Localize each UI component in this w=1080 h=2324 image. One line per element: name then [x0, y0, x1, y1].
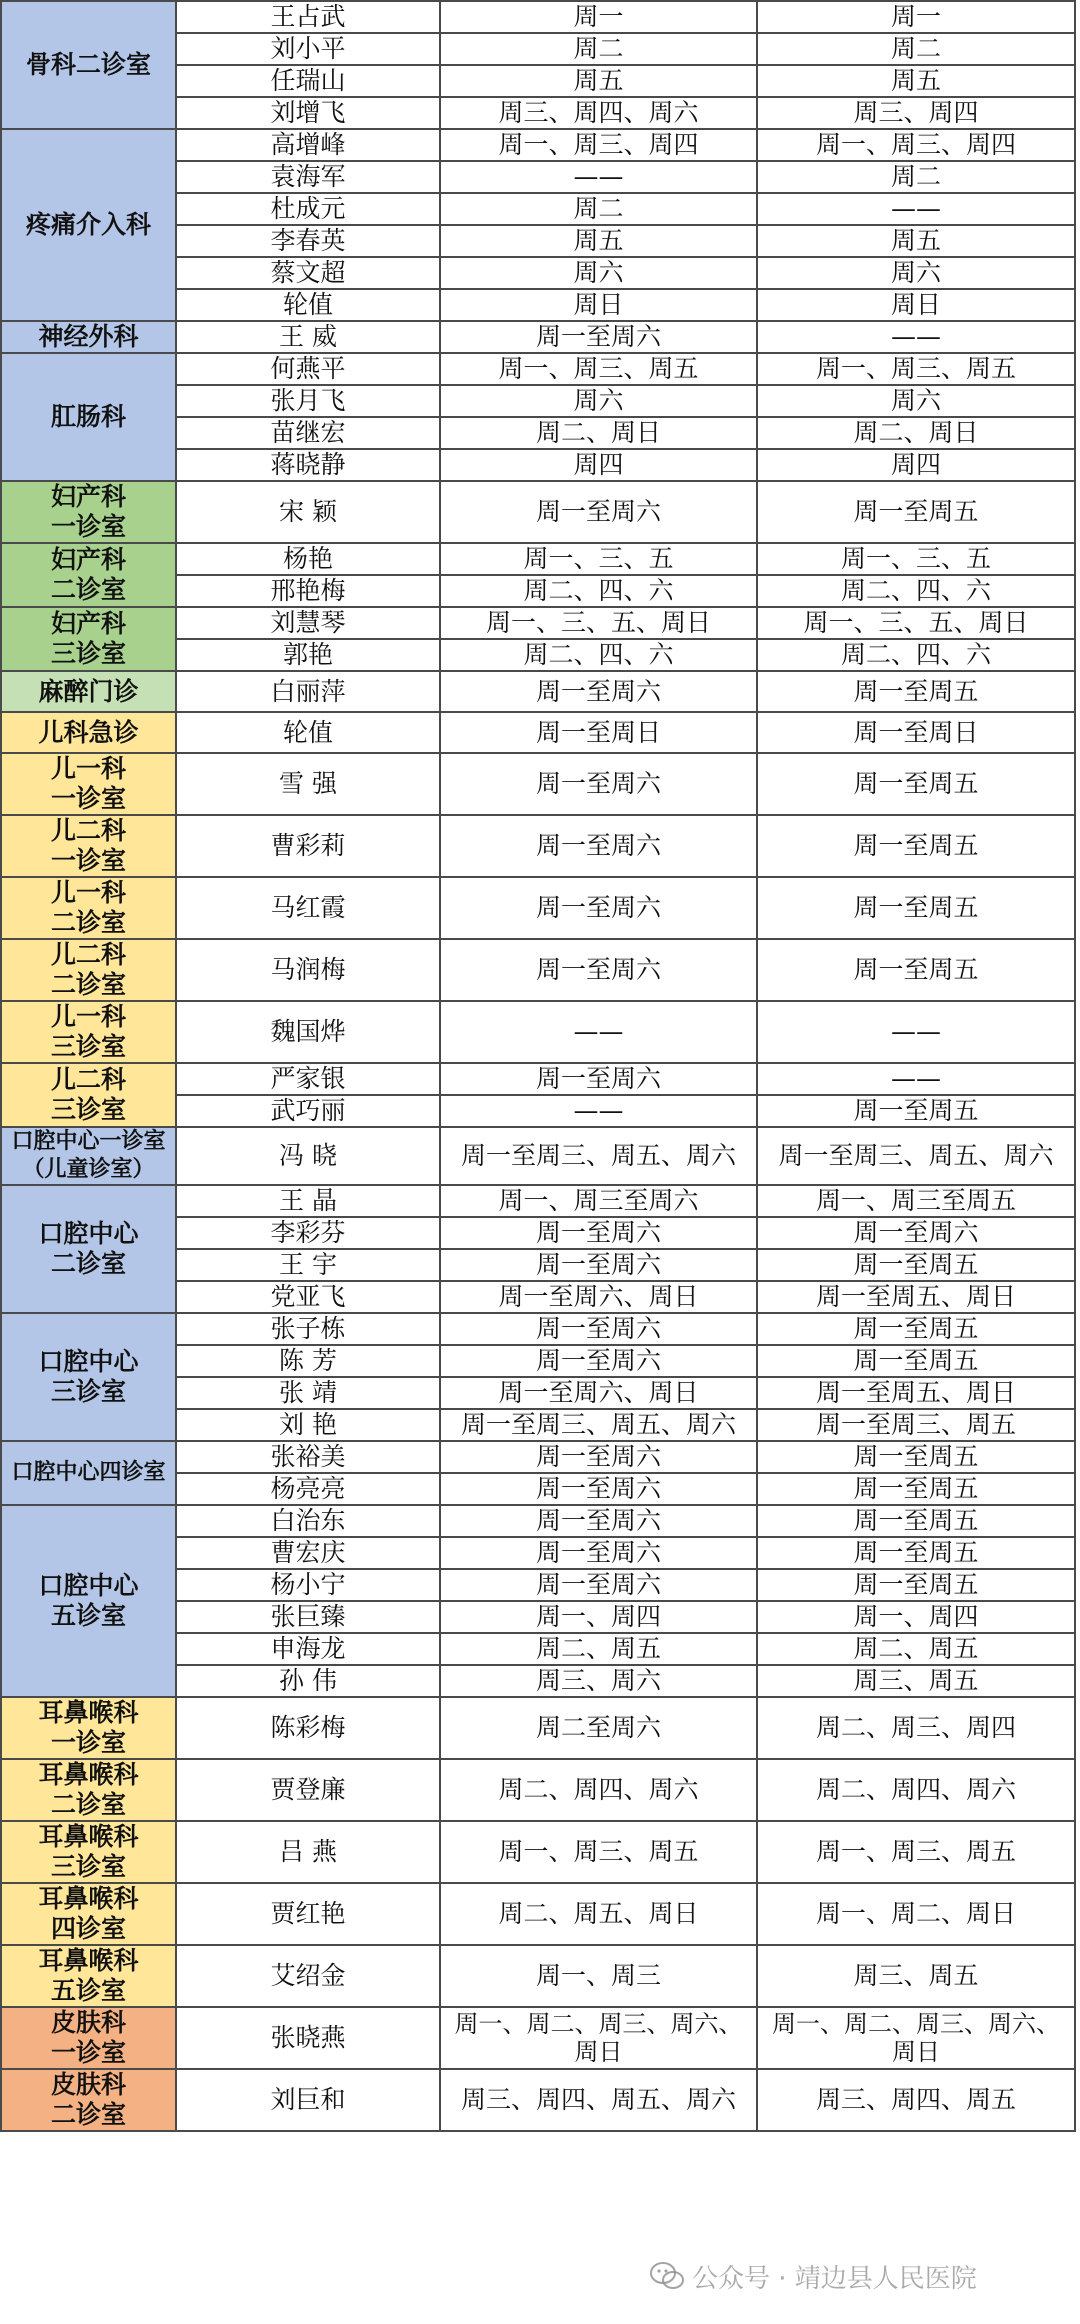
department-cell: 口腔中心一诊室 （儿童诊室）: [1, 1127, 176, 1185]
doctor-name: 马润梅: [176, 939, 440, 1001]
schedule-days-col1: 周一至周六: [440, 753, 757, 815]
schedule-days-col1: 周一至周六、周日: [440, 1377, 757, 1409]
schedule-days-col1: 周二、周四、周六: [440, 1759, 757, 1821]
department-cell: 妇产科 三诊室: [1, 607, 176, 671]
department-cell: 儿一科 一诊室: [1, 753, 176, 815]
doctor-name: 武巧丽: [176, 1095, 440, 1127]
department-cell: 儿一科 三诊室: [1, 1001, 176, 1063]
schedule-days-col1: 周一、周三、周五: [440, 1821, 757, 1883]
schedule-days-col2: 周三、周四: [757, 97, 1075, 129]
table-row: [1, 1, 1075, 33]
doctor-name: 蔡文超: [176, 257, 440, 289]
schedule-days-col2: 周一: [757, 1, 1075, 33]
schedule-days-col2: 周一至周日: [757, 712, 1075, 753]
schedule-days-col1: 周二、周日: [440, 417, 757, 449]
table-row: [1, 543, 1075, 575]
department-cell: 口腔中心 三诊室: [1, 1313, 176, 1441]
schedule-days-col2: ——: [757, 1001, 1075, 1063]
schedule-days-col1: 周一至周六: [440, 1217, 757, 1249]
schedule-days-col1: 周三、周四、周五、周六: [440, 2069, 757, 2131]
doctor-name: 曹宏庆: [176, 1537, 440, 1569]
department-cell: 麻醉门诊: [1, 671, 176, 712]
schedule-days-col2: 周一至周五: [757, 1537, 1075, 1569]
schedule-days-col1: 周六: [440, 257, 757, 289]
schedule-days-col2: 周一至周五: [757, 1313, 1075, 1345]
schedule-days-col2: 周三、周五: [757, 1945, 1075, 2007]
doctor-name: 蒋晓静: [176, 449, 440, 481]
doctor-name: 申海龙: [176, 1633, 440, 1665]
schedule-days-col2: 周一至周五、周日: [757, 1377, 1075, 1409]
schedule-days-col2: 周一至周五: [757, 671, 1075, 712]
doctor-name: 李彩芬: [176, 1217, 440, 1249]
department-cell: 神经外科: [1, 321, 176, 353]
schedule-days-col1: 周日: [440, 289, 757, 321]
table-row: [1, 815, 1075, 877]
doctor-name: 冯 晓: [176, 1127, 440, 1185]
schedule-days-col1: 周一、周四: [440, 1601, 757, 1633]
doctor-name: 刘增飞: [176, 97, 440, 129]
schedule-days-col1: 周一至周六: [440, 671, 757, 712]
table-row: [1, 321, 1075, 353]
schedule-days-col1: 周一: [440, 1, 757, 33]
schedule-days-col1: 周二: [440, 193, 757, 225]
table-row: [1, 939, 1075, 1001]
table-row: [1, 1001, 1075, 1063]
department-cell: 皮肤科 二诊室: [1, 2069, 176, 2131]
schedule-days-col1: 周五: [440, 225, 757, 257]
department-cell: 皮肤科 一诊室: [1, 2007, 176, 2069]
doctor-name: 白丽萍: [176, 671, 440, 712]
schedule-days-col2: 周一、周三至周五: [757, 1185, 1075, 1217]
table-row: [1, 1945, 1075, 2007]
schedule-days-col1: 周二、周五、周日: [440, 1883, 757, 1945]
schedule-days-col1: ——: [440, 1001, 757, 1063]
doctor-name: 张晓燕: [176, 2007, 440, 2069]
schedule-days-col1: 周一至周六: [440, 815, 757, 877]
schedule-days-col2: 周日: [757, 289, 1075, 321]
department-cell: 骨科二诊室: [1, 1, 176, 129]
department-cell: 妇产科 一诊室: [1, 481, 176, 543]
table-row: [1, 1821, 1075, 1883]
wechat-icon: [650, 2261, 684, 2298]
schedule-days-col2: 周一、三、五: [757, 543, 1075, 575]
doctor-name: 刘巨和: [176, 2069, 440, 2131]
doctor-name: 杜成元: [176, 193, 440, 225]
schedule-days-col2: 周一至周五: [757, 753, 1075, 815]
schedule-days-col2: 周四: [757, 449, 1075, 481]
doctor-name: 袁海军: [176, 161, 440, 193]
department-cell: 口腔中心四诊室: [1, 1441, 176, 1505]
schedule-days-col1: 周一、周三至周六: [440, 1185, 757, 1217]
watermark: [650, 2258, 977, 2298]
schedule-days-col1: 周一至周六: [440, 1313, 757, 1345]
schedule-days-col2: 周一至周三、周五、周六: [757, 1127, 1075, 1185]
schedule-days-col1: ——: [440, 1095, 757, 1127]
doctor-name: 轮值: [176, 289, 440, 321]
schedule-days-col2: 周二、四、六: [757, 575, 1075, 607]
schedule-days-col2: 周一至周五: [757, 1505, 1075, 1537]
schedule-days-col1: 周一至周六: [440, 1441, 757, 1473]
doctor-name: 魏国烨: [176, 1001, 440, 1063]
department-cell: 儿二科 一诊室: [1, 815, 176, 877]
table-row: [1, 2069, 1075, 2131]
table-row: [1, 1697, 1075, 1759]
schedule-days-col2: 周二: [757, 161, 1075, 193]
schedule-days-col1: 周一至周六: [440, 321, 757, 353]
schedule-days-col2: 周一、周四: [757, 1601, 1075, 1633]
doctor-name: 何燕平: [176, 353, 440, 385]
schedule-days-col2: 周六: [757, 257, 1075, 289]
doctor-name: 白治东: [176, 1505, 440, 1537]
schedule-days-col2: 周二: [757, 33, 1075, 65]
department-cell: 儿科急诊: [1, 712, 176, 753]
doctor-name: 陈 芳: [176, 1345, 440, 1377]
schedule-days-col1: 周二: [440, 33, 757, 65]
schedule-days-col2: 周一至周六: [757, 1217, 1075, 1249]
department-cell: 耳鼻喉科 四诊室: [1, 1883, 176, 1945]
doctor-name: 高增峰: [176, 129, 440, 161]
schedule-days-col2: 周一至周五: [757, 1345, 1075, 1377]
schedule-days-col1: 周二、周五: [440, 1633, 757, 1665]
doctor-name: 王 晶: [176, 1185, 440, 1217]
doctor-name: 杨小宁: [176, 1569, 440, 1601]
table-row: [1, 607, 1075, 639]
schedule-days-col1: 周三、周六: [440, 1665, 757, 1697]
schedule-days-col2: 周一至周三、周五: [757, 1409, 1075, 1441]
schedule-days-col1: 周一至周三、周五、周六: [440, 1127, 757, 1185]
schedule-days-col2: 周一至周五、周日: [757, 1281, 1075, 1313]
department-cell: 儿一科 二诊室: [1, 877, 176, 939]
department-cell: 耳鼻喉科 三诊室: [1, 1821, 176, 1883]
table-row: [1, 1441, 1075, 1473]
doctor-name: 王 宇: [176, 1249, 440, 1281]
schedule-days-col2: 周一至周五: [757, 1249, 1075, 1281]
table-row: [1, 877, 1075, 939]
table-row: [1, 1505, 1075, 1537]
doctor-name: 杨亮亮: [176, 1473, 440, 1505]
doctor-name: 邢艳梅: [176, 575, 440, 607]
schedule-body: [1, 1, 1075, 2131]
doctor-name: 郭艳: [176, 639, 440, 671]
doctor-name: 曹彩莉: [176, 815, 440, 877]
schedule-days-col1: 周一至周六: [440, 1537, 757, 1569]
department-cell: 耳鼻喉科 五诊室: [1, 1945, 176, 2007]
schedule-days-col2: 周一至周五: [757, 1473, 1075, 1505]
schedule-days-col2: 周一、周三、周五: [757, 353, 1075, 385]
schedule-days-col2: 周三、周五: [757, 1665, 1075, 1697]
table-row: [1, 481, 1075, 543]
department-cell: 肛肠科: [1, 353, 176, 481]
schedule-days-col2: 周二、周三、周四: [757, 1697, 1075, 1759]
schedule-days-col1: 周一至周六: [440, 1569, 757, 1601]
doctor-name: 吕 燕: [176, 1821, 440, 1883]
table-row: [1, 129, 1075, 161]
department-cell: 妇产科 二诊室: [1, 543, 176, 607]
doctor-name: 贾红艳: [176, 1883, 440, 1945]
schedule-days-col2: 周一、周三、周五: [757, 1821, 1075, 1883]
schedule-days-col1: 周二、四、六: [440, 575, 757, 607]
schedule-days-col2: 周一至周五: [757, 815, 1075, 877]
schedule-days-col1: 周一至周六、周日: [440, 1281, 757, 1313]
schedule-days-col1: 周一至周六: [440, 1249, 757, 1281]
schedule-days-col2: 周五: [757, 65, 1075, 97]
doctor-name: 刘慧琴: [176, 607, 440, 639]
schedule-days-col2: 周一、三、五、周日: [757, 607, 1075, 639]
doctor-name: 苗继宏: [176, 417, 440, 449]
schedule-days-col1: 周四: [440, 449, 757, 481]
doctor-name: 贾登廉: [176, 1759, 440, 1821]
schedule-days-col1: 周一至周六: [440, 481, 757, 543]
table-row: [1, 2007, 1075, 2069]
schedule-days-col1: 周一、三、五: [440, 543, 757, 575]
doctor-name: 杨艳: [176, 543, 440, 575]
schedule-days-col2: 周一、周二、周三、周六、 周日: [757, 2007, 1075, 2069]
doctor-name: 刘小平: [176, 33, 440, 65]
table-row: [1, 1759, 1075, 1821]
schedule-days-col1: 周一至周六: [440, 1063, 757, 1095]
doctor-name: 党亚飞: [176, 1281, 440, 1313]
doctor-name: 陈彩梅: [176, 1697, 440, 1759]
schedule-days-col2: 周二、周五: [757, 1633, 1075, 1665]
schedule-days-col2: 周六: [757, 385, 1075, 417]
schedule-days-col1: 周六: [440, 385, 757, 417]
schedule-days-col2: 周二、四、六: [757, 639, 1075, 671]
doctor-name: 艾绍金: [176, 1945, 440, 2007]
schedule-days-col2: 周一至周五: [757, 1441, 1075, 1473]
doctor-name: 王占武: [176, 1, 440, 33]
schedule-days-col2: 周五: [757, 225, 1075, 257]
doctor-name: 张 靖: [176, 1377, 440, 1409]
schedule-days-col2: 周一至周五: [757, 481, 1075, 543]
schedule-days-col1: 周一至周六: [440, 1505, 757, 1537]
schedule-days-col1: 周二、四、六: [440, 639, 757, 671]
table-row: [1, 1127, 1075, 1185]
department-cell: 口腔中心 五诊室: [1, 1505, 176, 1697]
schedule-days-col2: 周二、周日: [757, 417, 1075, 449]
watermark-text: 公众号 · 靖边县人民医院: [692, 2264, 977, 2294]
schedule-days-col2: ——: [757, 1063, 1075, 1095]
doctor-name: 马红霞: [176, 877, 440, 939]
schedule-days-col2: 周二、周四、周六: [757, 1759, 1075, 1821]
schedule-days-col1: 周一、三、五、周日: [440, 607, 757, 639]
schedule-days-col2: 周一、周二、周日: [757, 1883, 1075, 1945]
schedule-days-col2: ——: [757, 321, 1075, 353]
schedule-days-col1: 周三、周四、周六: [440, 97, 757, 129]
doctor-name: 李春英: [176, 225, 440, 257]
doctor-name: 严家银: [176, 1063, 440, 1095]
schedule-days-col1: 周一、周三: [440, 1945, 757, 2007]
doctor-name: 刘 艳: [176, 1409, 440, 1441]
doctor-name: 宋 颖: [176, 481, 440, 543]
schedule-days-col1: 周一至周六: [440, 1473, 757, 1505]
doctor-name: 张裕美: [176, 1441, 440, 1473]
table-row: [1, 753, 1075, 815]
schedule-days-col1: 周一至周六: [440, 939, 757, 1001]
schedule-days-col2: 周一至周五: [757, 1095, 1075, 1127]
schedule-days-col1: 周一至周六: [440, 877, 757, 939]
department-cell: 耳鼻喉科 一诊室: [1, 1697, 176, 1759]
table-row: [1, 712, 1075, 753]
schedule-days-col2: 周一至周五: [757, 939, 1075, 1001]
doctor-name: 张巨臻: [176, 1601, 440, 1633]
department-cell: 耳鼻喉科 二诊室: [1, 1759, 176, 1821]
schedule-days-col2: 周一至周五: [757, 877, 1075, 939]
doctor-name: 王 威: [176, 321, 440, 353]
schedule-days-col2: 周一、周三、周四: [757, 129, 1075, 161]
table-row: [1, 1883, 1075, 1945]
doctor-name: 雪 强: [176, 753, 440, 815]
department-cell: 疼痛介入科: [1, 129, 176, 321]
schedule-days-col2: 周一至周五: [757, 1569, 1075, 1601]
schedule-days-col2: ——: [757, 193, 1075, 225]
schedule-days-col2: 周三、周四、周五: [757, 2069, 1075, 2131]
schedule-days-col1: 周二至周六: [440, 1697, 757, 1759]
schedule-days-col1: 周一、周三、周五: [440, 353, 757, 385]
doctor-name: 张月飞: [176, 385, 440, 417]
department-cell: 口腔中心 二诊室: [1, 1185, 176, 1313]
table-row: [1, 1063, 1075, 1095]
table-row: [1, 1313, 1075, 1345]
table-row: [1, 671, 1075, 712]
doctor-name: 孙 伟: [176, 1665, 440, 1697]
department-cell: 儿二科 三诊室: [1, 1063, 176, 1127]
department-cell: 儿二科 二诊室: [1, 939, 176, 1001]
schedule-days-col1: ——: [440, 161, 757, 193]
schedule-days-col1: 周一至周六: [440, 1345, 757, 1377]
table-row: [1, 1185, 1075, 1217]
doctor-name: 张子栋: [176, 1313, 440, 1345]
schedule-days-col1: 周一至周三、周五、周六: [440, 1409, 757, 1441]
schedule-days-col1: 周五: [440, 65, 757, 97]
schedule-days-col1: 周一、周三、周四: [440, 129, 757, 161]
doctor-name: 轮值: [176, 712, 440, 753]
schedule-days-col1: 周一、周二、周三、周六、 周日: [440, 2007, 757, 2069]
doctor-name: 任瑞山: [176, 65, 440, 97]
schedule-days-col1: 周一至周日: [440, 712, 757, 753]
table-row: [1, 353, 1075, 385]
